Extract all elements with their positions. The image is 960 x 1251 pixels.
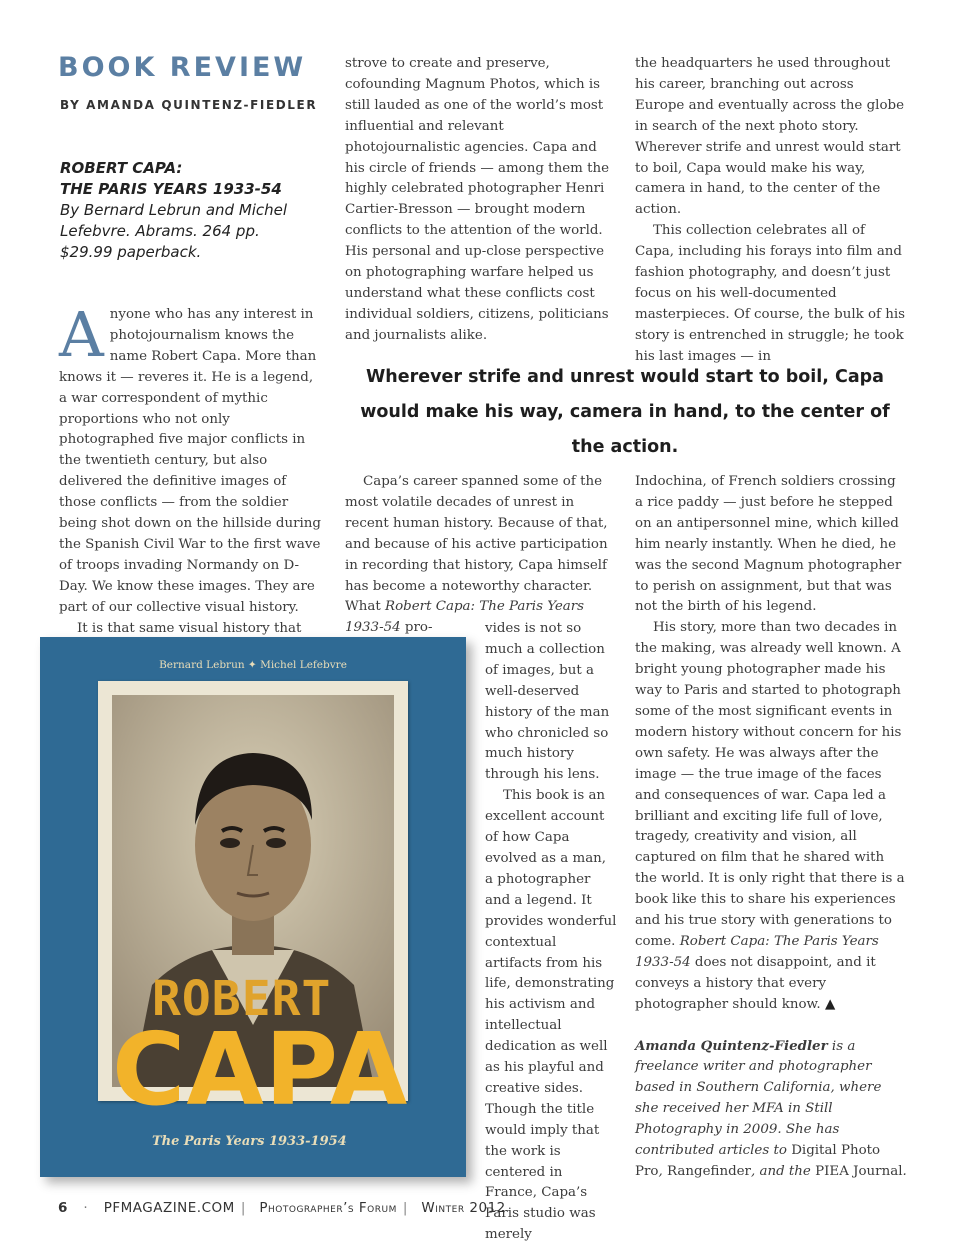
- book-title-line2: THE PARIS YEARS 1933-54: [60, 180, 282, 198]
- article-column-3-top: [635, 54, 907, 368]
- footer-separator: |: [402, 1200, 408, 1216]
- paragraph: [345, 472, 617, 639]
- book-info: [60, 158, 330, 263]
- cover-name-bottom: CAPA: [112, 1011, 409, 1128]
- bio-publication: Digital Photo Pro: [635, 1143, 881, 1179]
- bio-text: is a freelance writer and photographer based in Southern California, where she received her MFA in Still Photography in 2009. She has contributed articles to: [635, 1038, 882, 1159]
- book-title-line1: ROBERT CAPA:: [60, 159, 183, 177]
- paragraph: the headquarters he used throughout his career, branching out across Europe and eventually across the globe in search of the next photo story. Wherever strife and unrest would start to boil, Capa would make his way, camera in hand, to the center of the action.: [635, 56, 905, 218]
- paragraph: vides is not so much a collection of images, but a well-deserved history of the man who chronicled so much history through his lens.: [485, 621, 610, 783]
- page-footer: [58, 1200, 506, 1216]
- cover-authors: Bernard Lebrun ✦ Michel Lefebvre: [159, 659, 347, 671]
- book-authors-line1: By Bernard Lebrun and Michel: [60, 201, 288, 219]
- drop-cap: A: [59, 298, 104, 371]
- book-title-inline: Robert Capa: The Paris Years 1933-54: [635, 933, 879, 970]
- bio-publication: PIEA Journal: [815, 1164, 903, 1179]
- byline: BY AMANDA QUINTENZ-FIEDLER: [60, 98, 318, 112]
- bio-publication: Rangefinder: [667, 1164, 751, 1179]
- paragraph: [635, 618, 907, 1015]
- footer-magazine: Photographer’s Forum: [259, 1200, 397, 1216]
- bio-text: ,: [658, 1164, 663, 1179]
- cover-name-top: ROBERT: [152, 971, 332, 1027]
- paragraph-text: nyone who has any interest in photojournalism knows the name Robert Capa. More than knows it — reveres it. He is a legend, a war correspondent of mythic proportions who not only photographed five major conflicts in the twentieth century, but also delivered the definitive images of those conflicts — from the soldier being shot down on the hillside during the Spanish Civil War to the first wave of troops invading Normandy on D-Day. We know these images. They are part of our collective visual history.: [59, 307, 321, 615]
- paragraph: [59, 298, 325, 619]
- paragraph: It is that same visual history that: [77, 620, 302, 636]
- paragraph: Indochina, of French soldiers crossing a rice paddy — just before he stepped on an antipersonnel mine, which killed him nearly instantly. When he died, he was the second Magnum photographer to perish on assignment, but that was not the birth of his legend.: [635, 474, 902, 615]
- paragraph-text: does not disappoint, and it conveys a history that every photographer should know.: [635, 954, 876, 1012]
- pull-quote: Wherever strife and unrest would start to boil, Capa would make his way, camera in hand, to the center of the action.: [360, 367, 890, 457]
- bio-text: , and the: [750, 1164, 811, 1179]
- article-column-2-bottom: [345, 472, 617, 639]
- book-authors-line2: Lefebvre. Abrams. 264 pp.: [60, 222, 260, 240]
- page-number: 6: [58, 1200, 68, 1216]
- paragraph-text: His story, more than two decades in the making, was already well known. A bright young photographer made his way to Paris and started to photograph some of the most significant events in modern history without concern for his own safety. He was always after the image — the true image of the faces and consequences of war. Capa led a brilliant and exciting life full of love, tragedy, creativity and vision, all captured on film that he shared with the world. It is only right that there is a book like this to share his experiences and his true story with generations to come.: [635, 620, 905, 949]
- footer-issue: Winter 2012: [421, 1200, 506, 1216]
- paragraph-text: pro-: [404, 620, 433, 636]
- book-price: $29.99 paperback.: [60, 243, 202, 261]
- footer-dot: ·: [83, 1200, 88, 1216]
- article-column-2-top: [345, 54, 610, 347]
- paragraph: This book is an excellent account of how Capa evolved as a man, a photographer and a legend. It provides wonderful contextual artifacts from his life, demonstrating his activism and intellectual dedication as well as his playful and creative sides. Though the title would imply that the work is centered in France, Capa’s Paris studio was merely: [485, 788, 617, 1243]
- paragraph: This collection celebrates all of Capa, including his forays into film and fashion photography, and doesn’t just focus on his well-documented masterpieces. Of course, the bulk of his story is entrenched in struggle; he took his last images — in: [635, 223, 906, 364]
- bio-text: .: [902, 1164, 907, 1179]
- footer-site: PFMAGAZINE.COM: [103, 1200, 235, 1216]
- author-bio: [635, 1036, 907, 1183]
- section-title: BOOK REVIEW: [58, 52, 307, 83]
- book-title-inline: Robert Capa: The Paris Years 1933-54: [345, 599, 585, 636]
- paragraph: strove to create and preserve, cofounding Magnum Photos, which is still lauded as one of the world’s most influential and relevant photojournalistic agencies. Capa and his circle of friends — among them the highly celebrated photographer Henri Cartier-Bresson — brought modern conflicts to the attention of the world. His personal and up-close perspective on photographing warfare helped us understand what these conflicts cost individual soldiers, citizens, politicians and journalists alike.: [345, 56, 610, 343]
- article-column-3-bottom: [635, 472, 907, 1183]
- article-column-1: [59, 298, 325, 660]
- cover-subtitle: The Paris Years 1933-1954: [152, 1134, 347, 1149]
- bio-name: Amanda Quintenz-Fiedler: [635, 1037, 828, 1054]
- article-column-2-narrow: [485, 619, 617, 1246]
- footer-separator: |: [240, 1200, 246, 1216]
- paragraph-text: Capa’s career spanned some of the most volatile decades of unrest in recent human history. Because of that, and because of his active participation in recording that history, Capa himself has become a noteworthy character. What: [345, 474, 608, 615]
- end-mark-icon: ▲: [824, 996, 836, 1012]
- book-cover-image: [40, 637, 466, 1177]
